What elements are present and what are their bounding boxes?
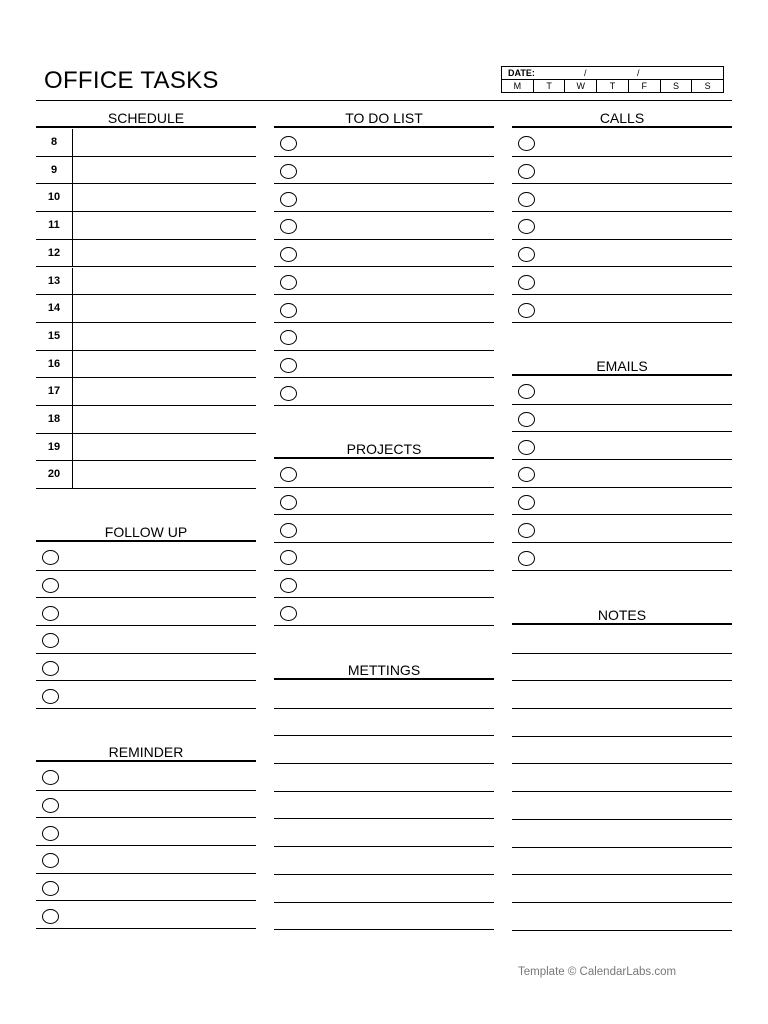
checkbox-circle-icon[interactable] bbox=[280, 578, 297, 593]
emails-row[interactable] bbox=[512, 377, 732, 405]
schedule-row[interactable] bbox=[36, 461, 256, 489]
hour-divider bbox=[72, 240, 73, 268]
notes-row[interactable] bbox=[512, 903, 732, 931]
date-separator: / bbox=[637, 68, 640, 78]
schedule-section bbox=[36, 108, 256, 491]
notes-section bbox=[512, 605, 732, 933]
checkbox-circle-icon[interactable] bbox=[42, 661, 59, 676]
checkbox-circle-icon[interactable] bbox=[280, 523, 297, 538]
follow-up-row[interactable] bbox=[36, 626, 256, 654]
section-title: NOTES bbox=[512, 605, 732, 625]
hour-divider bbox=[72, 268, 73, 296]
checkbox-circle-icon[interactable] bbox=[42, 606, 59, 621]
meetings-row[interactable] bbox=[274, 764, 494, 792]
hour-divider bbox=[72, 157, 73, 185]
todo-row[interactable] bbox=[274, 378, 494, 406]
notes-row[interactable] bbox=[512, 709, 732, 737]
schedule-row[interactable] bbox=[36, 323, 256, 351]
schedule-row[interactable] bbox=[36, 378, 256, 406]
todo-row[interactable] bbox=[274, 212, 494, 240]
calls-section bbox=[512, 108, 732, 325]
checkbox-circle-icon[interactable] bbox=[42, 909, 59, 924]
section-title: METTINGS bbox=[274, 660, 494, 680]
hour-label: 9 bbox=[50, 163, 58, 176]
meetings-row[interactable] bbox=[274, 903, 494, 931]
checkbox-circle-icon[interactable] bbox=[518, 219, 535, 234]
checkbox-circle-icon[interactable] bbox=[280, 136, 297, 151]
notes-row[interactable] bbox=[512, 765, 732, 793]
section-title: FOLLOW UP bbox=[36, 522, 256, 542]
checkbox-circle-icon[interactable] bbox=[518, 247, 535, 262]
checkbox-circle-icon[interactable] bbox=[42, 633, 59, 648]
section-title: EMAILS bbox=[512, 356, 732, 376]
todo-section bbox=[274, 108, 494, 408]
page-title: OFFICE TASKS bbox=[44, 67, 219, 94]
calls-row[interactable] bbox=[512, 129, 732, 157]
hour-divider bbox=[72, 434, 73, 462]
checkbox-circle-icon[interactable] bbox=[42, 881, 59, 896]
schedule-row[interactable] bbox=[36, 184, 256, 212]
checkbox-circle-icon[interactable] bbox=[518, 384, 535, 399]
meetings-row[interactable] bbox=[274, 820, 494, 848]
projects-row[interactable] bbox=[274, 543, 494, 571]
follow-up-row[interactable] bbox=[36, 682, 256, 710]
hour-divider bbox=[72, 129, 73, 157]
section-title: PROJECTS bbox=[274, 439, 494, 459]
date-label: DATE: bbox=[508, 68, 535, 78]
hour-label: 16 bbox=[47, 357, 61, 370]
schedule-row[interactable] bbox=[36, 129, 256, 157]
weekday-cell[interactable]: T bbox=[597, 80, 629, 93]
checkbox-circle-icon[interactable] bbox=[42, 578, 59, 593]
notes-row[interactable] bbox=[512, 820, 732, 848]
emails-row[interactable] bbox=[512, 488, 732, 516]
projects-row[interactable] bbox=[274, 488, 494, 516]
title-rule bbox=[36, 100, 732, 101]
emails-row[interactable] bbox=[512, 543, 732, 571]
reminder-row[interactable] bbox=[36, 791, 256, 819]
follow-up-row[interactable] bbox=[36, 654, 256, 682]
section-title: SCHEDULE bbox=[36, 108, 256, 128]
calls-row[interactable] bbox=[512, 157, 732, 185]
schedule-row[interactable] bbox=[36, 157, 256, 185]
hour-divider bbox=[72, 323, 73, 351]
checkbox-circle-icon[interactable] bbox=[280, 247, 297, 262]
notes-row[interactable] bbox=[512, 681, 732, 709]
todo-row[interactable] bbox=[274, 184, 494, 212]
follow-up-section bbox=[36, 522, 256, 711]
hour-divider bbox=[72, 351, 73, 379]
projects-row[interactable] bbox=[274, 571, 494, 599]
meetings-row[interactable] bbox=[274, 792, 494, 820]
checkbox-circle-icon[interactable] bbox=[280, 467, 297, 482]
checkbox-circle-icon[interactable] bbox=[280, 495, 297, 510]
emails-section bbox=[512, 356, 732, 573]
checkbox-circle-icon[interactable] bbox=[280, 219, 297, 234]
hour-divider bbox=[72, 378, 73, 406]
hour-label: 19 bbox=[47, 440, 61, 453]
todo-row[interactable] bbox=[274, 157, 494, 185]
hour-label: 8 bbox=[50, 136, 58, 148]
checkbox-circle-icon[interactable] bbox=[280, 330, 297, 345]
weekday-cell[interactable]: F bbox=[629, 80, 661, 93]
todo-row[interactable] bbox=[274, 268, 494, 296]
projects-row[interactable] bbox=[274, 515, 494, 543]
follow-up-row[interactable] bbox=[36, 598, 256, 626]
checkbox-circle-icon[interactable] bbox=[518, 440, 535, 455]
schedule-row[interactable] bbox=[36, 295, 256, 323]
notes-row[interactable] bbox=[512, 654, 732, 682]
weekday-cell[interactable]: W bbox=[565, 80, 597, 93]
weekday-row bbox=[502, 80, 723, 93]
reminder-row[interactable] bbox=[36, 874, 256, 902]
emails-row[interactable] bbox=[512, 516, 732, 544]
hour-label: 10 bbox=[47, 191, 61, 204]
projects-section bbox=[274, 439, 494, 628]
checkbox-circle-icon[interactable] bbox=[280, 606, 297, 621]
section-title: CALLS bbox=[512, 108, 732, 128]
hour-label: 13 bbox=[47, 274, 61, 287]
date-row bbox=[502, 67, 723, 80]
reminder-row[interactable] bbox=[36, 818, 256, 846]
checkbox-circle-icon[interactable] bbox=[280, 275, 297, 290]
projects-row[interactable] bbox=[274, 460, 494, 488]
meetings-row[interactable] bbox=[274, 847, 494, 875]
checkbox-circle-icon[interactable] bbox=[518, 551, 535, 566]
hour-label: 17 bbox=[47, 385, 61, 398]
checkbox-circle-icon[interactable] bbox=[280, 303, 297, 318]
notes-row[interactable] bbox=[512, 792, 732, 820]
notes-row[interactable] bbox=[512, 737, 732, 765]
checkbox-circle-icon[interactable] bbox=[518, 136, 535, 151]
schedule-row[interactable] bbox=[36, 434, 256, 462]
checkbox-circle-icon[interactable] bbox=[518, 303, 535, 318]
reminder-row[interactable] bbox=[36, 846, 256, 874]
date-box bbox=[501, 66, 724, 93]
checkbox-circle-icon[interactable] bbox=[518, 412, 535, 427]
checkbox-circle-icon[interactable] bbox=[42, 689, 59, 704]
projects-row[interactable] bbox=[274, 599, 494, 627]
hour-divider bbox=[72, 461, 73, 489]
meetings-row[interactable] bbox=[274, 709, 494, 737]
schedule-row[interactable] bbox=[36, 406, 256, 434]
calls-row[interactable] bbox=[512, 240, 732, 268]
checkbox-circle-icon[interactable] bbox=[42, 550, 59, 565]
hour-label: 11 bbox=[48, 219, 60, 232]
weekday-cell[interactable]: S bbox=[661, 80, 693, 93]
reminder-section bbox=[36, 742, 256, 931]
todo-row[interactable] bbox=[274, 351, 494, 379]
checkbox-circle-icon[interactable] bbox=[280, 386, 297, 401]
follow-up-row[interactable] bbox=[36, 571, 256, 599]
emails-row[interactable] bbox=[512, 460, 732, 488]
calls-row[interactable] bbox=[512, 212, 732, 240]
checkbox-circle-icon[interactable] bbox=[280, 192, 297, 207]
checkbox-circle-icon[interactable] bbox=[518, 192, 535, 207]
checkbox-circle-icon[interactable] bbox=[42, 826, 59, 841]
follow-up-row[interactable] bbox=[36, 543, 256, 571]
hour-label: 20 bbox=[47, 468, 61, 481]
checkbox-circle-icon[interactable] bbox=[518, 275, 535, 290]
notes-row[interactable] bbox=[512, 875, 732, 903]
meetings-row[interactable] bbox=[274, 736, 494, 764]
todo-row[interactable] bbox=[274, 129, 494, 157]
reminder-row[interactable] bbox=[36, 763, 256, 791]
checkbox-circle-icon[interactable] bbox=[518, 523, 535, 538]
calls-row[interactable] bbox=[512, 184, 732, 212]
section-title: REMINDER bbox=[36, 742, 256, 762]
checkbox-circle-icon[interactable] bbox=[280, 164, 297, 179]
weekday-cell[interactable]: S bbox=[704, 81, 711, 91]
checkbox-circle-icon[interactable] bbox=[42, 853, 59, 868]
hour-divider bbox=[72, 406, 73, 434]
date-separator: / bbox=[584, 68, 587, 78]
hour-divider bbox=[72, 184, 73, 212]
weekday-cell[interactable]: M bbox=[502, 80, 534, 93]
checkbox-circle-icon[interactable] bbox=[42, 798, 59, 813]
todo-row[interactable] bbox=[274, 295, 494, 323]
schedule-row[interactable] bbox=[36, 351, 256, 379]
checkbox-circle-icon[interactable] bbox=[518, 164, 535, 179]
section-title: TO DO LIST bbox=[274, 108, 494, 128]
hour-divider bbox=[72, 295, 73, 323]
hour-label: 15 bbox=[47, 329, 61, 342]
checkbox-circle-icon[interactable] bbox=[280, 358, 297, 373]
schedule-row[interactable] bbox=[36, 240, 256, 268]
checkbox-circle-icon[interactable] bbox=[518, 467, 535, 482]
weekday-cell[interactable]: T bbox=[534, 80, 566, 93]
checkbox-circle-icon[interactable] bbox=[42, 770, 59, 785]
emails-row[interactable] bbox=[512, 432, 732, 460]
meetings-row[interactable] bbox=[274, 875, 494, 903]
footer-credit: Template © CalendarLabs.com bbox=[518, 966, 677, 978]
reminder-row[interactable] bbox=[36, 902, 256, 930]
todo-row[interactable] bbox=[274, 240, 494, 268]
schedule-row[interactable] bbox=[36, 268, 256, 296]
calls-row[interactable] bbox=[512, 295, 732, 323]
checkbox-circle-icon[interactable] bbox=[280, 550, 297, 565]
meetings-section bbox=[274, 660, 494, 932]
emails-row[interactable] bbox=[512, 405, 732, 433]
schedule-row[interactable] bbox=[36, 212, 256, 240]
notes-row[interactable] bbox=[512, 626, 732, 654]
todo-row[interactable] bbox=[274, 323, 494, 351]
checkbox-circle-icon[interactable] bbox=[518, 495, 535, 510]
notes-row[interactable] bbox=[512, 848, 732, 876]
calls-row[interactable] bbox=[512, 268, 732, 296]
hour-label: 18 bbox=[47, 413, 61, 425]
hour-divider bbox=[72, 212, 73, 240]
hour-label: 14 bbox=[47, 302, 61, 315]
hour-label: 12 bbox=[47, 246, 61, 259]
meetings-row[interactable] bbox=[274, 681, 494, 709]
